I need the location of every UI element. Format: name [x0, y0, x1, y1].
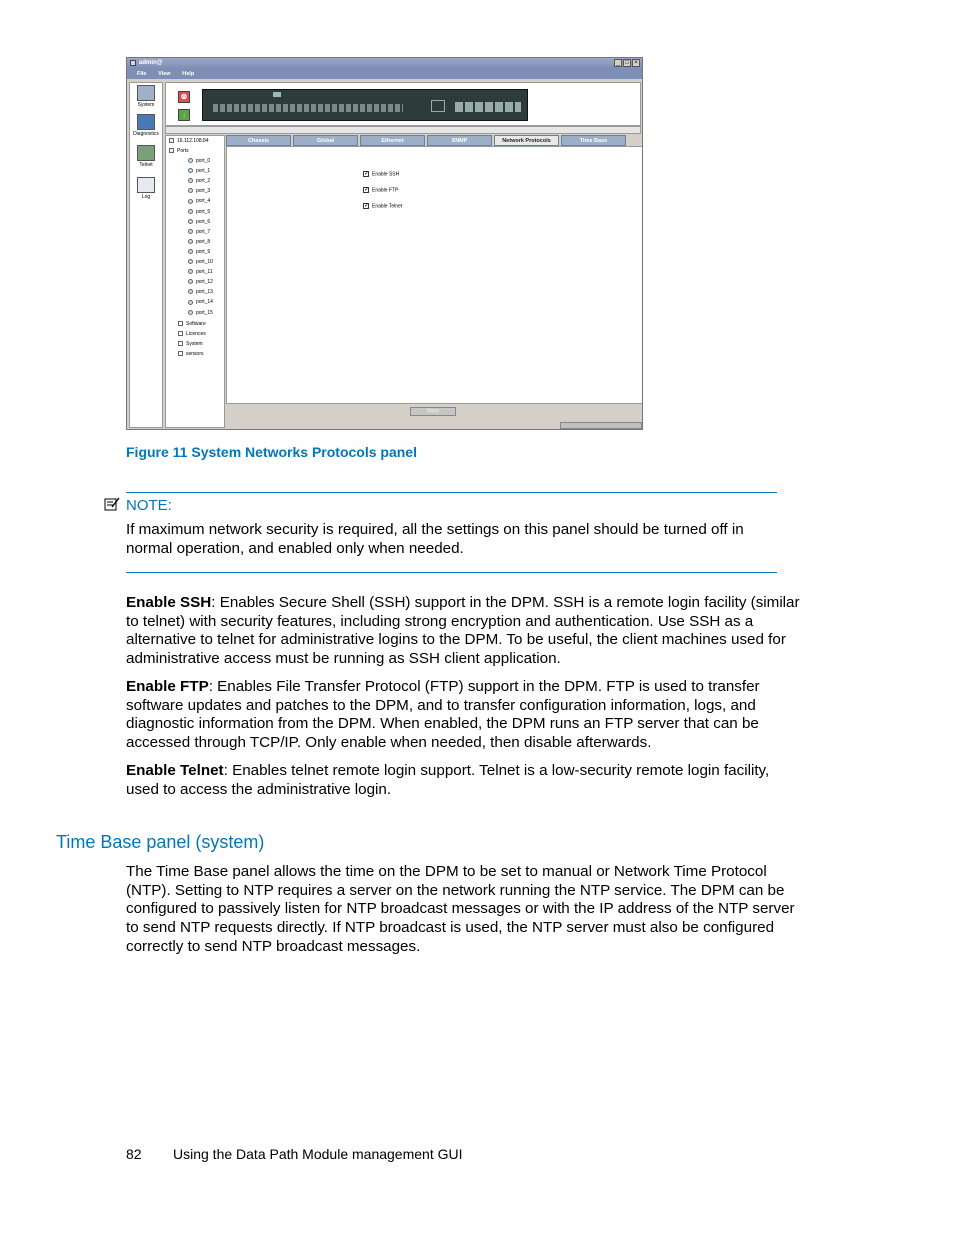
- tree-port-label: port_6: [196, 218, 211, 225]
- menu-view[interactable]: View: [158, 71, 171, 77]
- tree-port-label: port_8: [196, 238, 211, 245]
- tree-port-item[interactable]: [188, 299, 213, 305]
- port-icon: [188, 300, 193, 305]
- tab-strip: [226, 135, 638, 146]
- tree-item[interactable]: [178, 321, 206, 327]
- note-bottom-rule: [126, 572, 777, 573]
- port-icon: [188, 188, 193, 193]
- window-titlebar: [127, 58, 642, 69]
- tree-port-label: port_2: [196, 178, 211, 185]
- download-icon[interactable]: ↓: [178, 109, 190, 121]
- minimize-icon[interactable]: _: [614, 59, 622, 67]
- tree-port-item[interactable]: [188, 239, 210, 245]
- tree-port-label: port_0: [196, 158, 211, 164]
- tree-port-label: port_15: [196, 309, 213, 316]
- port-icon: [188, 209, 193, 214]
- reset-icon[interactable]: ⊗: [178, 91, 190, 103]
- tree-port-label: port_4: [196, 198, 211, 205]
- tree-port-item[interactable]: [188, 209, 210, 215]
- tree-port-item[interactable]: [188, 269, 213, 275]
- maximize-icon[interactable]: □: [623, 59, 631, 67]
- enable-ssh-label: Enable SSH: [372, 171, 400, 178]
- tree-port-item[interactable]: [188, 219, 210, 225]
- tool-system[interactable]: [130, 85, 162, 108]
- tree-port-item[interactable]: [188, 229, 210, 235]
- tab-snmp[interactable]: SNMP: [427, 135, 492, 146]
- document-icon: [178, 331, 183, 336]
- tree-port-label: port_11: [196, 269, 213, 276]
- port-icon: [188, 279, 193, 284]
- port-icon: [188, 239, 193, 244]
- gui-screenshot: [126, 57, 643, 430]
- tree-root[interactable]: [169, 138, 209, 144]
- tab-time-base[interactable]: Time Base: [561, 135, 626, 146]
- enable-ssh-checkbox[interactable]: [363, 171, 399, 177]
- menu-help[interactable]: Help: [182, 71, 195, 77]
- chassis-view: [165, 82, 641, 126]
- tool-diagnostics-label: Diagnostics: [133, 131, 159, 137]
- checkbox-icon: ✓: [364, 203, 370, 209]
- port-icon: [188, 158, 193, 163]
- brand-logo: [273, 92, 281, 97]
- device-tree: [165, 135, 225, 428]
- horizontal-scrollbar[interactable]: [165, 126, 641, 134]
- tab-chassis[interactable]: Chassis: [226, 135, 291, 146]
- app-icon: [130, 60, 136, 66]
- document-icon: [178, 321, 183, 326]
- note-top-rule: [126, 492, 777, 493]
- port-icon: [188, 249, 193, 254]
- close-icon[interactable]: ×: [632, 59, 640, 67]
- tree-port-label: port_13: [196, 289, 213, 296]
- network-protocols-panel: [226, 146, 643, 404]
- tree-port-label: port_10: [196, 259, 213, 265]
- document-icon: [178, 351, 183, 356]
- term-enable-ssh: Enable SSH: [126, 594, 212, 611]
- tree-port-label: port_5: [196, 208, 211, 215]
- tree-item-label: sensors: [186, 351, 204, 358]
- apply-button[interactable]: Apply: [410, 407, 456, 416]
- tree-port-label: port_9: [196, 248, 211, 255]
- port-icon: [188, 168, 193, 173]
- menu-bar: [127, 69, 642, 79]
- tree-port-item[interactable]: [188, 259, 213, 265]
- term-enable-telnet: Enable Telnet: [126, 762, 224, 779]
- window-title: admin@: [139, 60, 163, 66]
- tab-global[interactable]: Global: [293, 135, 358, 146]
- fc-ports: [213, 104, 403, 112]
- tree-item-label: Licences: [186, 331, 206, 338]
- section-paragraph: The Time Base panel allows the time on the DPM to be set to manual or Network Time Protocol (NTP). Setting to NTP requires a server on the network running the NTP service. The DPM can be configured to passively listen for NTP broadcast messages or with the IP address of the NTP server to send NTP requests directly. If NTP broadcast is used, the NTP server must also be configured correctly to send NTP broadcast messages.: [126, 863, 795, 955]
- tree-ports-label: Ports: [177, 148, 189, 154]
- computer-icon: [169, 138, 174, 143]
- telnet-icon: [137, 145, 155, 161]
- desc-enable-ftp: : Enables File Transfer Protocol (FTP) support in the DPM. FTP is used to transfer software updates and patches to the DPM, and to transfer configuration information, logs, and diagnostic information from the DPM. When enabled, the DPM runs an FTP server that can be accessed through TCP/IP. Only enable when needed, then disable afterwards.: [126, 678, 760, 752]
- tree-port-item[interactable]: [188, 249, 210, 255]
- chassis-image: [202, 89, 528, 121]
- checkbox-icon: ✓: [364, 171, 370, 177]
- note-icon: [104, 497, 120, 511]
- tool-system-label: System: [137, 102, 155, 108]
- log-icon: [137, 177, 155, 193]
- port-icon: [188, 178, 193, 183]
- tree-port-label: port_14: [196, 299, 213, 306]
- tree-item-label: Software: [186, 321, 206, 327]
- tool-log[interactable]: [130, 177, 162, 200]
- tree-port-label: port_7: [196, 228, 211, 235]
- tree-port-label: port_3: [196, 188, 211, 195]
- checkbox-icon: ✓: [364, 187, 370, 193]
- tree-port-item[interactable]: [188, 188, 210, 194]
- port-icon: [188, 219, 193, 224]
- tree-root-label: 16.112.108.84: [177, 138, 209, 144]
- tool-diagnostics[interactable]: [130, 114, 162, 137]
- port-icon: [188, 269, 193, 274]
- tool-telnet[interactable]: [130, 145, 162, 168]
- enable-ftp-checkbox[interactable]: [363, 187, 398, 193]
- port-icon: [188, 229, 193, 234]
- folder-icon: [169, 148, 174, 153]
- port-icon: [188, 289, 193, 294]
- desc-enable-ssh: : Enables Secure Shell (SSH) support in the DPM. SSH is a remote login facility (similar to telnet) with security features, including strong encryption and authentication. Use SSH as a alternative to telnet for administrative logins to the DPM. To be useful, the client machines used for administrative access must be running as SSH client application.: [126, 594, 800, 668]
- document-icon: [178, 341, 183, 346]
- tree-item[interactable]: [178, 331, 206, 337]
- paragraph-enable-ssh: [126, 594, 806, 669]
- tree-ports[interactable]: [169, 148, 189, 154]
- tree-item-label: System: [186, 341, 203, 348]
- section-heading: Time Base panel (system): [56, 832, 265, 852]
- port-icon: [188, 199, 193, 204]
- system-icon: [137, 85, 155, 101]
- paragraph-enable-ftp: [126, 678, 806, 753]
- figure-caption: Figure 11 System Networks Protocols panel: [126, 444, 417, 460]
- footer-chapter: Using the Data Path Module management GUI: [173, 1146, 463, 1162]
- ethernet-ports: [455, 102, 521, 112]
- tree-port-label: port_1: [196, 168, 211, 175]
- tree-item[interactable]: [178, 341, 203, 347]
- tree-port-item[interactable]: [188, 178, 210, 184]
- tab-network-protocols[interactable]: Network Protocols: [494, 135, 559, 146]
- paragraph-enable-telnet: [126, 762, 806, 799]
- note-heading: NOTE:: [126, 497, 172, 514]
- tree-item[interactable]: [178, 351, 204, 357]
- enable-ftp-label: Enable FTP: [372, 187, 399, 194]
- menu-file[interactable]: File: [137, 71, 147, 77]
- tool-telnet-label: Telnet: [139, 162, 153, 168]
- port-icon: [188, 310, 193, 315]
- port-icon: [188, 259, 193, 264]
- status-bar: [560, 422, 642, 429]
- desc-enable-telnet: : Enables telnet remote login support. Telnet is a low-security remote login facility, used to access the administrative login.: [126, 762, 770, 798]
- note-text: If maximum network security is required, all the settings on this panel should be turned off in normal operation, and enabled only when needed.: [126, 521, 744, 557]
- page-number: 82: [126, 1146, 142, 1162]
- enable-telnet-label: Enable Telnet: [372, 203, 403, 210]
- tree-port-label: port_12: [196, 279, 213, 286]
- tree-port-item[interactable]: [188, 168, 210, 174]
- tab-ethernet[interactable]: Ethernet: [360, 135, 425, 146]
- tree-port-item[interactable]: [188, 158, 210, 164]
- diagnostics-icon: [137, 114, 155, 130]
- enable-telnet-checkbox[interactable]: [363, 203, 402, 209]
- status-slot: [431, 100, 445, 112]
- tool-sidebar: [129, 82, 163, 428]
- tool-log-label: Log: [141, 194, 151, 200]
- tree-port-item[interactable]: [188, 279, 213, 285]
- tree-port-item[interactable]: [188, 310, 213, 316]
- tree-port-item[interactable]: [188, 198, 210, 204]
- tree-port-item[interactable]: [188, 289, 213, 295]
- term-enable-ftp: Enable FTP: [126, 678, 209, 695]
